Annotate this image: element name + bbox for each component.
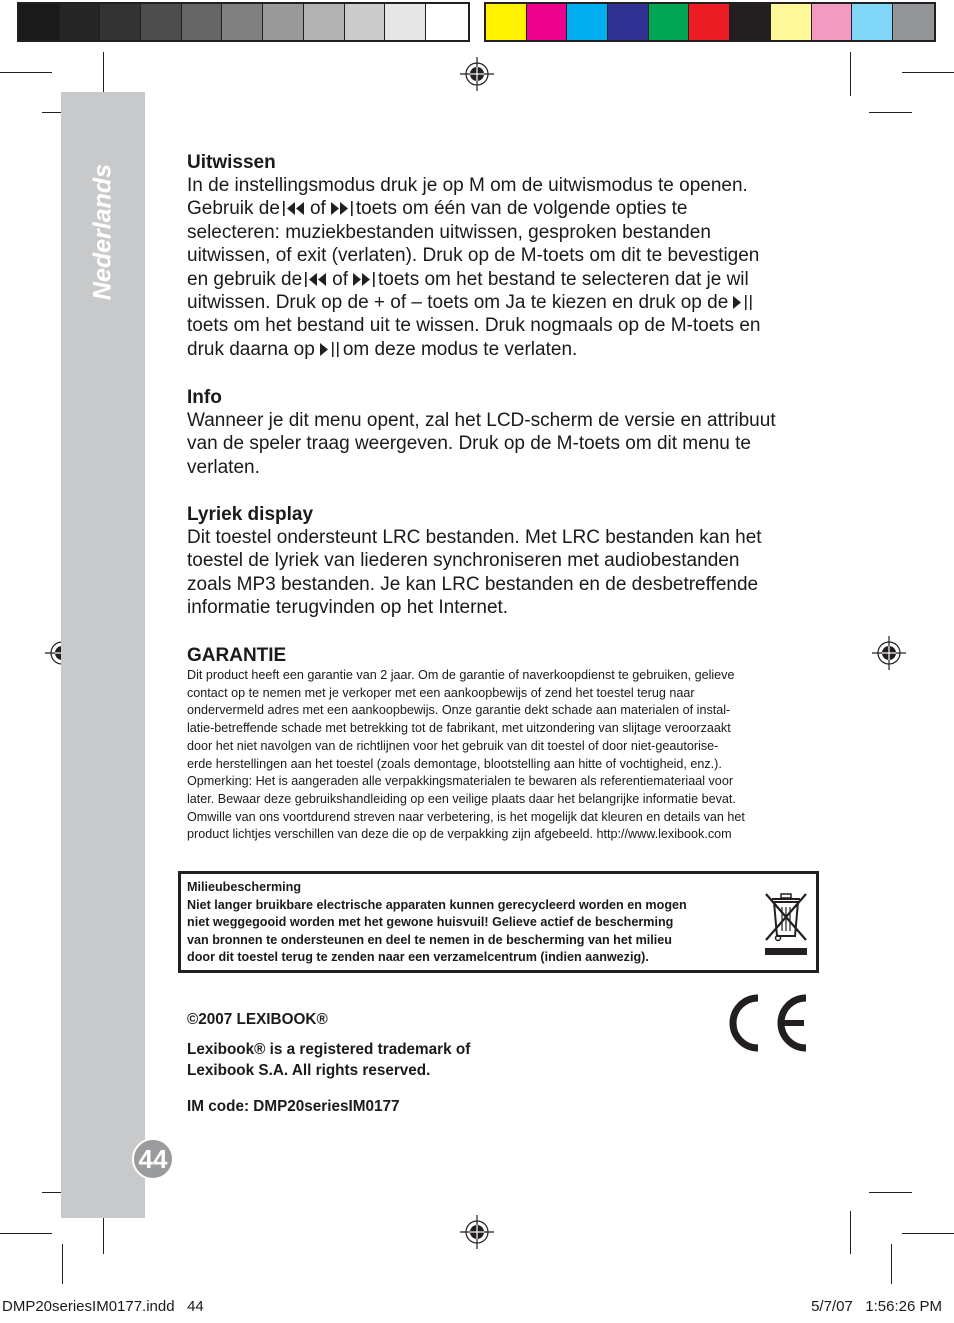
text-line: uitwissen, of exit (verlaten). Druk op de M-toets om dit te bevestigen [187,245,760,267]
section-lyriek-display [187,503,817,620]
text-line: Opmerking: Het is aangeraden alle verpakkingsmaterialen te bewaren als referentiemateriaal voor [187,774,734,789]
play-pause-icon [730,293,754,311]
section-title: Uitwissen [187,152,276,173]
color-swatch [527,4,568,40]
crop-mark [103,52,104,96]
date-slug: 5/7/07 1:56:26 PM [811,1298,942,1315]
im-code: IM code: DMP20seriesIM0177 [187,1098,400,1115]
text-line: latie-betreffende schade met betrekking tot de fabrikant, met uitzondering van slijtage veroorzaakt [187,721,731,736]
text-line: informatie terugvinden op het Internet. [187,597,509,619]
section-title: Info [187,387,222,408]
color-swatch [19,4,60,40]
color-swatch [263,4,304,40]
play-pause-icon [317,340,341,358]
crop-mark [0,72,52,73]
text-line: Gebruik de of toets om één van de volgende opties te [187,198,688,220]
grayscale-color-bar [17,2,470,42]
text-line: door het niet navolgen van de richtlijnen voor het gebruik van dit toestel of door niet-geautorise- [187,738,719,753]
text-line: niet weggegooid worden met het gewone huisvuil! Gelieve actief de bescherming [187,915,674,929]
text-line: Dit toestel ondersteunt LRC bestanden. Met LRC bestanden kan het [187,527,762,548]
color-swatch [812,4,853,40]
color-swatch [60,4,101,40]
color-swatch [689,4,730,40]
text-line: toestel de lyriek van liederen synchroniseren met audiobestanden [187,550,740,572]
text-line: druk daarna op om deze modus te verlaten. [187,338,578,360]
color-swatch [426,4,467,40]
text-line: Omwille van ons voortdurend streven naar verbetering, is het mogelijk dat kleuren en details van het [187,809,745,824]
text-line: later. Bewaar deze gebruikshandleiding op een veilige plaats daar het belangrijke informatie bevat. [187,791,736,806]
text-line: verlaten. [187,456,260,478]
paragraph [187,526,817,620]
text-line: product lichtjes verschillen van deze die op de verpakking zijn afgebeeld. http://www.lexibook.com [187,827,732,842]
color-swatch [100,4,141,40]
section-info [187,386,817,479]
ce-mark-icon [718,990,812,1056]
color-swatch [182,4,223,40]
color-swatch [852,4,893,40]
text-line: contact op te nemen met je verkoper met een aankoopbewijs of zend het toestel terug naar [187,685,695,700]
color-swatch [385,4,426,40]
next-icon [350,270,376,288]
paragraph [187,174,817,361]
color-swatch [304,4,345,40]
prev-icon [282,199,308,217]
section-title: Lyriek display [187,504,314,525]
text-line: en gebruik de of toets om het bestand te selecteren dat je wil [187,268,749,290]
text-line: zoals MP3 bestanden. Je kan LRC bestanden en de desbetreffende [187,573,759,595]
crop-mark [902,72,954,73]
text-line: ondervermeld adres met een aankoopbewijs. Onze garantie dekt schade aan materialen of instal- [187,703,731,718]
next-icon [328,199,354,217]
warranty-text [187,667,817,844]
color-swatch [608,4,649,40]
text-line: van de speler traag weergeven. Druk op de M-toets om dit menu te [187,433,751,455]
text-line: van bronnen te ondersteunen en deel te nemen in de bescherming van het milieu [187,932,672,947]
text-line: Wanneer je dit menu opent, zal het LCD-scherm de versie en attribuut [187,410,776,431]
color-swatch [567,4,608,40]
registration-mark-icon [458,1213,496,1251]
sidebar-language-label: Nederlands [88,163,117,301]
text-line: Lexibook® is a registered trademark of [187,1041,471,1058]
crop-mark [869,112,912,113]
crop-mark [869,1192,912,1193]
text-line: Dit product heeft een garantie van 2 jaar. Om de garantie of naverkoopdienst te gebruiken, gelieve [187,668,735,682]
environment-notice-text [187,879,757,967]
color-swatch [141,4,182,40]
environment-notice-box [178,871,819,973]
registration-mark-icon [870,634,908,672]
crop-mark [891,1244,892,1284]
page-number-badge: 44 [132,1138,174,1180]
paragraph [187,409,817,479]
text-line: erde herstellingen aan het toestel (zoals demontage, blootstelling aan hitte of vochtigheid, enz.). [187,756,722,771]
color-swatch [730,4,771,40]
crop-mark [850,1211,851,1254]
text-line: Lexibook S.A. All rights reserved. [187,1062,431,1079]
color-swatch [649,4,690,40]
color-swatch [771,4,812,40]
copyright-notice: ©2007 LEXIBOOK® [187,1011,328,1028]
text-line: selecteren: muziekbestanden uitwissen, gesproken bestanden [187,221,711,243]
color-swatch [345,4,386,40]
color-swatch [222,4,263,40]
section-title: GARANTIE [187,645,287,666]
process-color-bar [484,2,936,42]
section-garantie [187,644,817,844]
color-swatch [893,4,934,40]
prev-icon [304,270,330,288]
crop-mark [850,52,851,96]
file-slug: DMP20seriesIM0177.indd 44 [2,1298,204,1315]
environment-title: Milieubescherming [187,880,302,894]
color-swatch [486,4,527,40]
text-line: toets om het bestand uit te wissen. Druk nogmaals op de M-toets en [187,315,761,337]
crossed-out-bin-icon [763,890,809,958]
text-line: uitwissen. Druk op de + of – toets om Ja te kiezen en druk op de [187,291,817,314]
section-uitwissen [187,151,817,361]
registration-mark-icon [458,55,496,93]
crop-mark [62,1244,63,1284]
text-line: Niet langer bruikbare electrische apparaten kunnen gerecycleerd worden en mogen [187,897,687,912]
crop-mark [902,1233,954,1234]
text-line: door dit toestel terug te zenden naar een verzamelcentrum (indien aanwezig). [187,950,649,964]
crop-mark [0,1233,52,1234]
text-line: In de instellingsmodus druk je op M om de uitwismodus te openen. [187,175,748,196]
